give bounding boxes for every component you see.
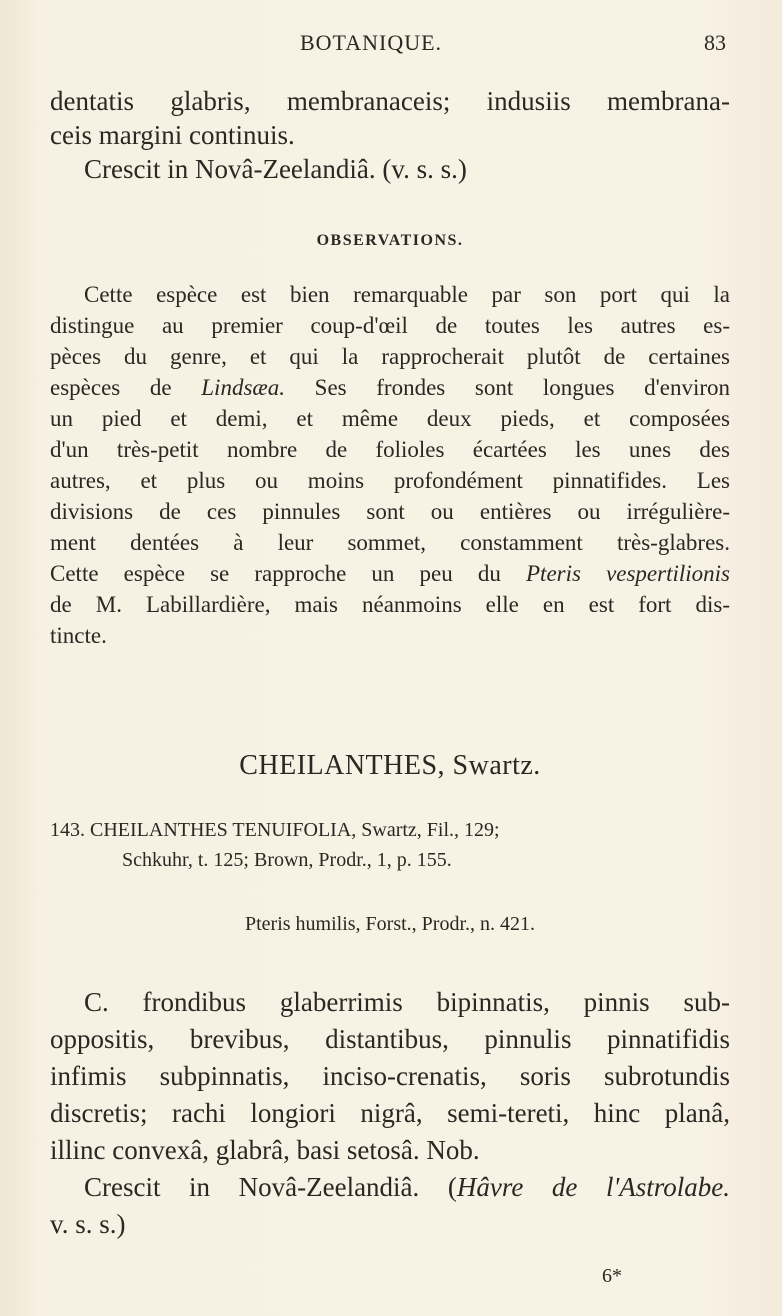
genus-heading-wrap [50,750,730,782]
observation-line-pteris [50,558,730,589]
running-title: BOTANIQUE. [300,30,443,55]
description-line: oppositis, brevibus, distantibus, pinnulis pinnatifidis [50,1024,730,1054]
observation-line: autres, et plus ou moins profondément pinnatifides. Les [50,468,730,493]
species-entry [50,815,730,875]
observation-line: un pied et demi, et même deux pieds, et composées [50,406,730,431]
observation-line: pèces du genre, et qui la rapprocherait plutôt de certaines [50,344,730,369]
description-line: discretis; rachi longiori nigrâ, semi-tereti, hinc planâ, [50,1098,730,1128]
habitat-line: Crescit in Novâ-Zeelandiâ. (v. s. s.) [84,154,467,184]
signature-mark: 6* [602,1265,622,1287]
description-habitat [50,1169,730,1206]
observation-line: Cette espèce est bien remarquable par son port qui la [84,282,730,307]
description-paragraph [50,984,730,1243]
continuation-line: dentatis glabris, membranaceis; indusiis membrana- [50,86,730,116]
page-header [0,30,782,64]
italic-lindsaea: Lindsæa. [201,375,285,400]
description-line: v. s. s.) [50,1209,126,1239]
italic-pteris: Pteris vespertilionis [526,561,730,586]
observation-line-lindsaea [50,372,730,403]
synonym-wrap [50,913,730,936]
genus-heading: CHEILANTHES, Swartz. [239,750,541,781]
observation-line: de M. Labillardière, mais néanmoins elle en est fort dis- [50,592,730,617]
observation-line: d'un très-petit nombre de folioles écartées les unes des [50,437,730,462]
observation-line: divisions de ces pinnules sont ou entières ou irrégulière- [50,499,730,524]
description-line: C. frondibus glaberrimis bipinnatis, pinnis sub- [84,987,730,1017]
species-line: 143. CHEILANTHES TENUIFOLIA, Swartz, Fil., 129; [50,819,500,841]
observation-line: tincte. [50,623,107,648]
observation-line: distingue au premier coup-d'œil de toutes les autres es- [50,313,730,338]
description-line: infimis subpinnatis, inciso-crenatis, soris subrotundis [50,1061,730,1091]
observation-text: Cette espèce se rapproche un peu du [50,561,526,586]
observation-line: ment dentées à leur sommet, constamment très-glabres. [50,530,730,555]
observation-text: espèces de [50,375,202,400]
continuation-text [50,84,730,186]
observations-heading-wrap [50,230,730,250]
habitat-prefix: Crescit in Novâ-Zeelandiâ. ( [84,1172,457,1202]
species-line: Schkuhr, t. 125; Brown, Prodr., 1, p. 155. [122,849,452,871]
description-line: illinc convexâ, glabrâ, basi setosâ. Nob. [50,1135,480,1165]
observations-paragraph [50,279,730,651]
continuation-line: ceis margini continuis. [50,120,295,150]
page-number: 83 [704,30,726,55]
synonym: Pteris humilis, Forst., Prodr., n. 421. [244,913,536,935]
observations-heading: OBSERVATIONS. [316,232,464,249]
italic-locality: Hâvre de l'Astrolabe. [456,1172,730,1202]
observation-text: Ses frondes sont longues d'environ [285,375,730,400]
